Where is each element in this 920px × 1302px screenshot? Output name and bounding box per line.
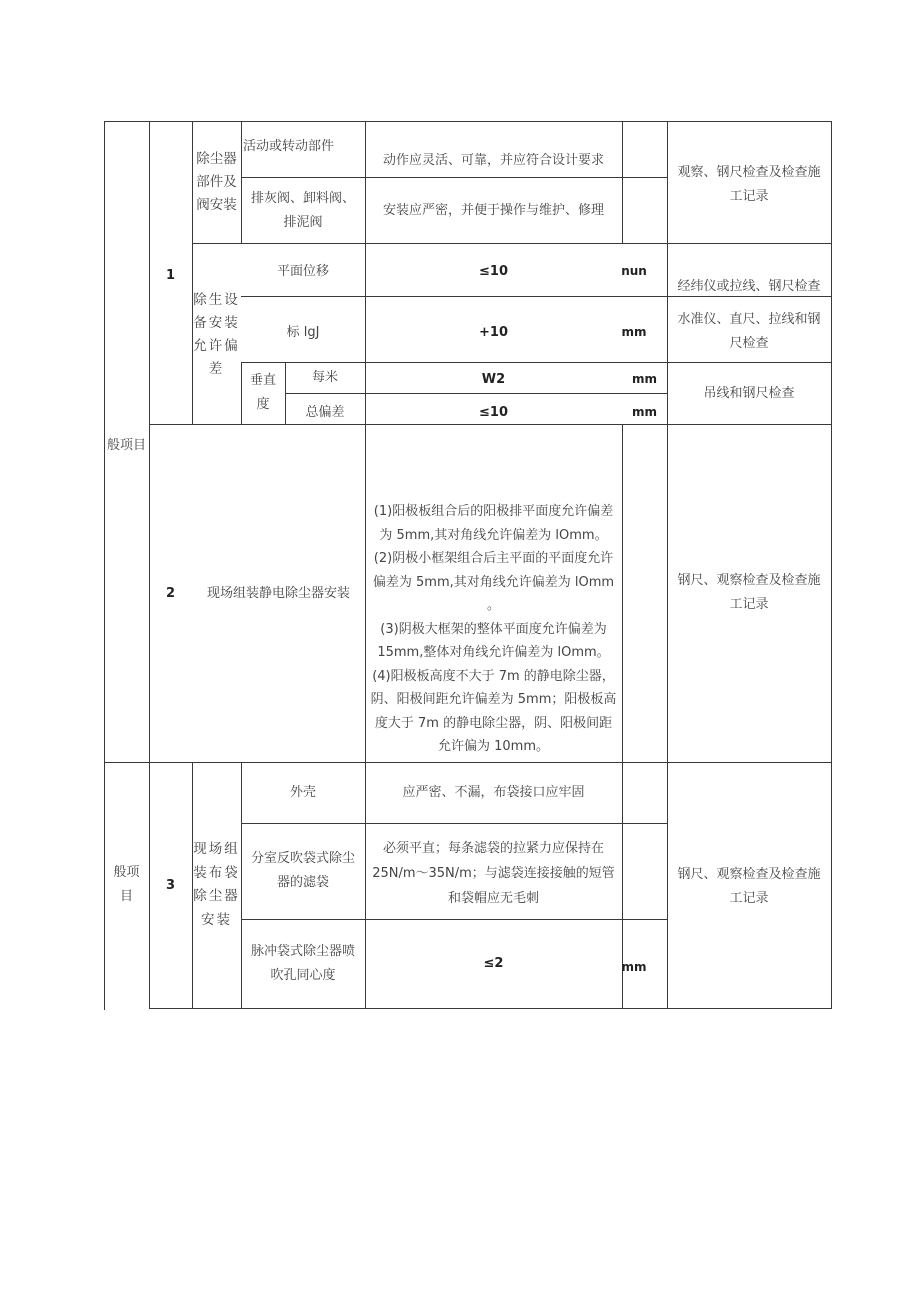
rule xyxy=(622,424,623,762)
row-name: 标 lgJ xyxy=(286,324,320,340)
requirement-line: 15mm,整体对角线允许偏差为 lOmm。 xyxy=(377,645,610,660)
row-name: 排灰阀、卸料阀、 排泥阀 xyxy=(250,190,355,230)
row-unit: nun xyxy=(621,263,647,278)
item-number: 3 xyxy=(165,878,176,893)
inspection-method: 观察、钢尺检查及检查施 工记录 xyxy=(677,165,821,204)
requirement-line: 允许偏为 10mm。 xyxy=(437,739,549,754)
row-unit: mm xyxy=(621,959,647,974)
row-unit: mm xyxy=(631,372,657,386)
requirement-line: 偏差为 5mm,其对角线允许偏差为 lOmm xyxy=(372,574,615,590)
section-label-general-2: 般项 目 xyxy=(113,865,140,904)
vertical-label: 垂直 度 xyxy=(249,373,276,412)
rule xyxy=(831,121,832,1009)
requirement-line: (3)阴极大框架的整体平面度允许偏差为 xyxy=(380,621,607,637)
inspection-method: 钢尺、观察检查及检查施 工记录 xyxy=(677,867,821,906)
inspection-method: 吊线和钢尺检查 xyxy=(703,385,795,401)
row-name: 脉冲袋式除尘器喷 吹孔同心度 xyxy=(250,943,355,983)
row-value: ≤2 xyxy=(483,956,504,971)
row-requirement: 应严密、不漏，布袋接口应牢固 xyxy=(402,785,585,800)
inspection-method: 水准仪、直尺、拉线和钢 尺检查 xyxy=(677,312,821,351)
row-name: 外壳 xyxy=(289,785,316,800)
row-requirement: 动作应灵活、可靠，并应符合设计要求 xyxy=(382,152,604,168)
row-value: +10 xyxy=(479,324,508,340)
group-label-bag-filter: 现场组 装布袋 除尘器 安装 xyxy=(193,841,240,928)
row-value: ≤10 xyxy=(479,404,508,420)
row-requirement: 必须平直；每条滤袋的拉紧力应保持在 25N/m〜35N/m；与滤袋连接接触的短管 和袋帽应无毛刺 xyxy=(372,840,615,906)
item-number: 2 xyxy=(165,585,176,601)
row-requirement: 安装应严密，并便于操作与维护、修理 xyxy=(382,203,604,218)
row-name: 平面位移 xyxy=(276,263,329,279)
requirement-line: (1)阳极板组合后的阳极排平面度允许偏差 xyxy=(373,504,614,519)
group-label-dust-collector-parts: 除尘器 部件及 阀安装 xyxy=(196,151,237,213)
item-name: 现场组装静电除尘器安装 xyxy=(206,585,350,601)
requirement-line: 阴、阳极间距允许偏差为 5mm；阳极板高 xyxy=(370,692,617,707)
group-label-equipment-tolerance: 除生设 备安装 允许偏 差 xyxy=(193,292,240,377)
rule xyxy=(192,243,831,244)
item-requirement-list xyxy=(365,500,622,765)
inspection-method: 钢尺、观察检查及检查施 工记录 xyxy=(677,573,821,612)
requirement-line: 。 xyxy=(486,598,500,613)
row-name: 总偏差 xyxy=(305,404,345,420)
row-unit: mm xyxy=(631,404,657,419)
rule xyxy=(622,121,623,243)
row-value: W2 xyxy=(481,372,506,387)
item-number: 1 xyxy=(165,267,176,283)
section-label-general: 般项目 xyxy=(106,437,146,453)
row-name: 每米 xyxy=(311,370,338,385)
requirement-line: 为 5mm,其对角线允许偏差为 lOmm。 xyxy=(379,527,608,543)
row-name: 分室反吹袋式除尘 器的滤袋 xyxy=(250,851,355,890)
requirement-line: (2)阴极小框架组合后主平面的平面度允许 xyxy=(373,551,614,566)
requirement-line: 度大于 7m 的静电除尘器，阴、阳极间距 xyxy=(374,715,613,731)
inspection-method: 经纬仪或拉线、钢尺检查 xyxy=(677,278,821,294)
row-unit: mm xyxy=(621,324,647,339)
rule xyxy=(285,393,667,394)
row-value: ≤10 xyxy=(479,263,508,279)
row-name: 活动或转动部件 xyxy=(243,138,335,154)
rule xyxy=(149,1008,831,1009)
requirement-line: (4)阳极板高度不大于 7m 的静电除尘器， xyxy=(372,668,615,684)
